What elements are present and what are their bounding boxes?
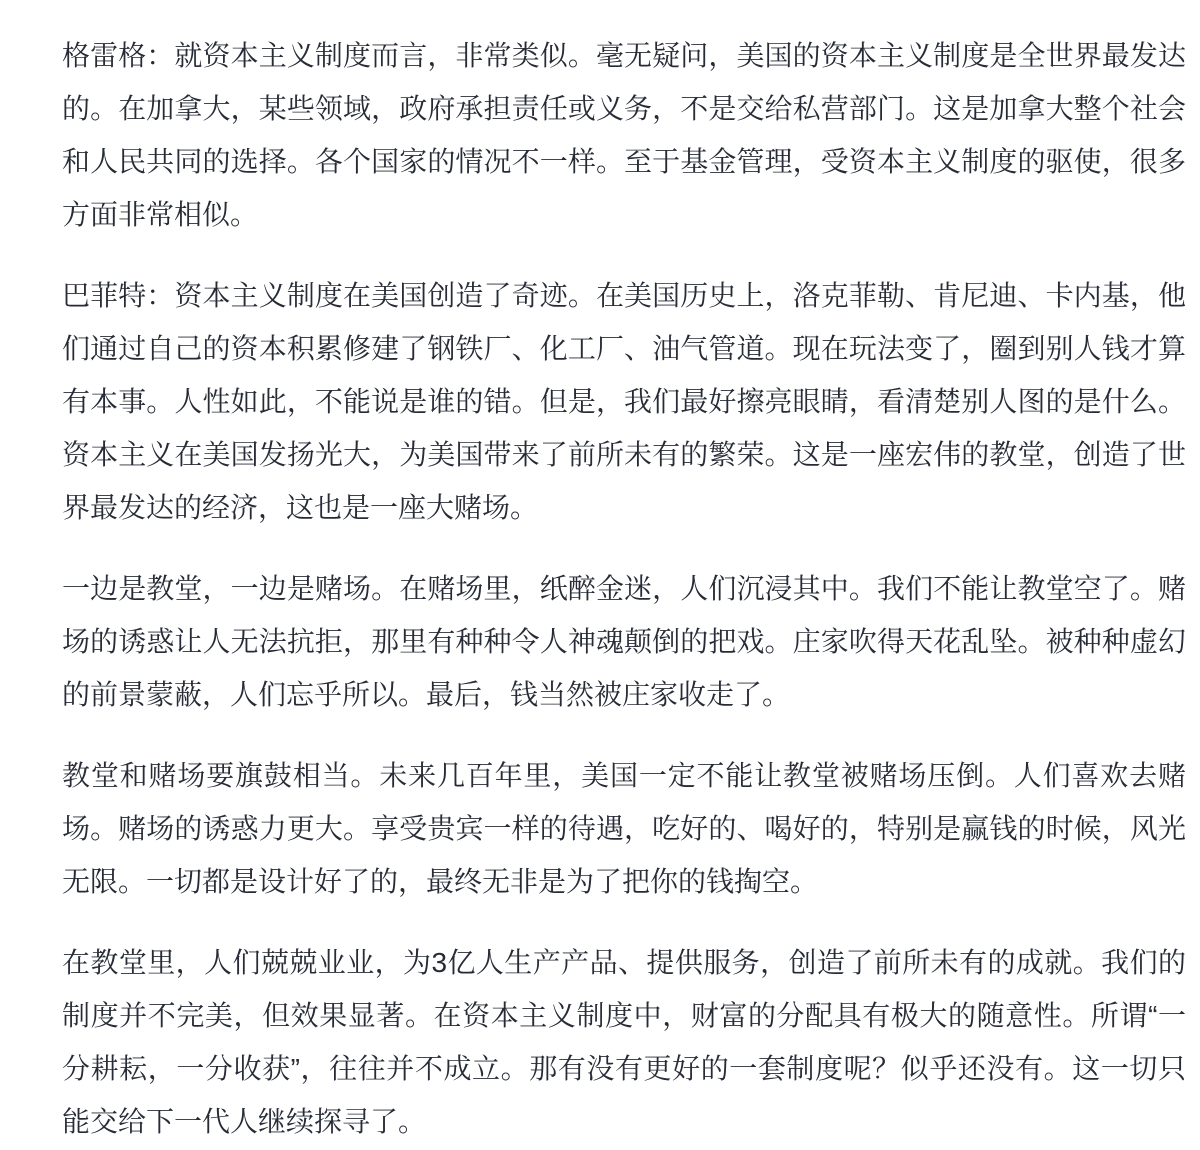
paragraph-greg-answer: 格雷格：就资本主义制度而言，非常类似。毫无疑问，美国的资本主义制度是全世界最发达的。在加拿大，某些领域，政府承担责任或义务，不是交给私营部门。这是加拿大整个社会和人民共同的选择。各个国家的情况不一样。至于基金管理，受资本主义制度的驱使，很多方面非常相似。 — [62, 40, 1186, 230]
paragraph-buffett-answer-4: 在教堂里，人们兢兢业业，为3亿人生产产品、提供服务，创造了前所未有的成就。我们的制度并不完美，但效果显著。在资本主义制度中，财富的分配具有极大的随意性。所谓“一分耕耘，一分收获”，往往并不成立。那有没有更好的一套制度呢？似乎还没有。这一切只能交给下一代人继续探寻了。 — [62, 947, 1186, 1137]
paragraph-buffett-answer-3: 教堂和赌场要旗鼓相当。未来几百年里，美国一定不能让教堂被赌场压倒。人们喜欢去赌场。赌场的诱惑力更大。享受贵宾一样的待遇，吃好的、喝好的，特别是赢钱的时候，风光无限。一切都是设计好了的，最终无非是为了把你的钱掏空。 — [62, 760, 1186, 897]
paragraph-buffett-answer-1: 巴菲特：资本主义制度在美国创造了奇迹。在美国历史上，洛克菲勒、肯尼迪、卡内基，他们通过自己的资本积累修建了钢铁厂、化工厂、油气管道。现在玩法变了，圈到别人钱才算有本事。人性如此，不能说是谁的错。但是，我们最好擦亮眼睛，看清楚别人图的是什么。资本主义在美国发扬光大，为美国带来了前所未有的繁荣。这是一座宏伟的教堂，创造了世界最发达的经济，这也是一座大赌场。 — [62, 280, 1186, 523]
paragraph-buffett-answer-2: 一边是教堂，一边是赌场。在赌场里，纸醉金迷，人们沉浸其中。我们不能让教堂空了。赌场的诱惑让人无法抗拒，那里有种种令人神魂颠倒的把戏。庄家吹得天花乱坠。被种种虚幻的前景蒙蔽，人们忘乎所以。最后，钱当然被庄家收走了。 — [62, 573, 1186, 710]
